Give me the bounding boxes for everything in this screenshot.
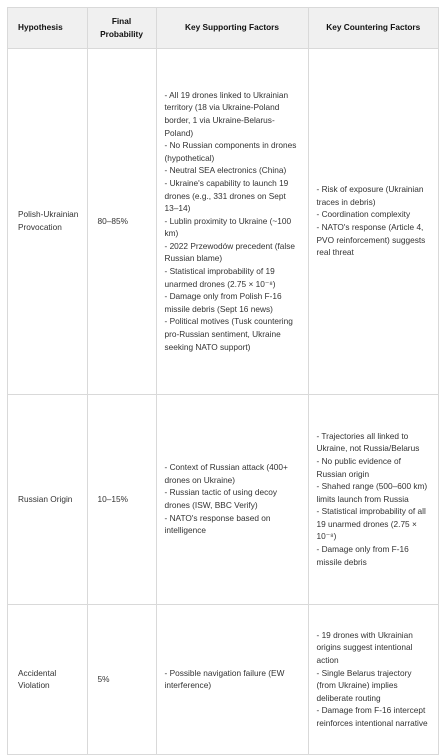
factor-item: - Risk of exposure (Ukrainian traces in debris) [316, 184, 424, 207]
factor-item: - No public evidence of Russian origin [316, 455, 401, 479]
factor-item: - Trajectories all linked to Ukraine, not Russia/Belarus [316, 430, 420, 454]
factor-item: - Possible navigation failure (EW interference) [164, 667, 285, 691]
factor-item: - Coordination complexity [316, 209, 411, 220]
probability-cell: 10–15% [87, 394, 156, 604]
hypothesis-cell: Polish-Ukrainian Provocation [8, 48, 87, 394]
factor-item: - Ukraine's capability to launch 19 drones (e.g., 331 drones on Sept 13–14) [164, 177, 289, 214]
factor-item: - No Russian components in drones (hypothetical) [164, 140, 297, 163]
table-header [8, 8, 438, 48]
factor-item: - Russian tactic of using decoy drones (ISW, BBC Verify) [164, 487, 278, 510]
countering-factors-cell [308, 394, 438, 604]
factor-item: - 19 drones with Ukrainian origins suggest intentional action [316, 629, 413, 666]
hypothesis-table-container [7, 7, 439, 755]
header-countering-factors: Key Countering Factors [308, 8, 438, 48]
hypothesis-cell: Russian Origin [8, 394, 87, 604]
header-hypothesis: Hypothesis [8, 8, 87, 48]
supporting-factors-cell [156, 48, 308, 394]
header-row [8, 8, 438, 48]
factor-item: - Shahed range (500–600 km) limits launch from Russia [316, 481, 428, 504]
factor-item: - Political motives (Tusk countering pro-Russian sentiment, Ukraine seeking NATO support) [164, 316, 293, 352]
header-final-probability: Final Probability [87, 8, 156, 48]
header-supporting-factors: Key Supporting Factors [156, 8, 308, 48]
hypothesis-cell: Accidental Violation [8, 604, 87, 754]
factor-item: - Statistical improbability of all 19 unarmed drones (2.75 × 10⁻⁸) [316, 506, 426, 542]
factor-item: - Context of Russian attack (400+ drones on Ukraine) [164, 462, 288, 485]
factor-item: - NATO's response (Article 4, PVO reinforcement) suggests real threat [316, 222, 426, 258]
table-row [8, 394, 438, 604]
factor-item: - All 19 drones linked to Ukrainian territory (18 via Ukraine-Poland border, 1 via Ukraine-Belarus-Poland) [164, 89, 289, 138]
factor-item: - Damage from F-16 intercept reinforces intentional narrative [316, 705, 428, 729]
factor-item: - Statistical improbability of 19 unarmed drones (2.75 × 10⁻⁸) [164, 266, 276, 289]
table-body [8, 48, 438, 754]
factor-item: - Damage only from F-16 missile debris [316, 544, 409, 567]
countering-factors-cell [308, 48, 438, 394]
supporting-factors-cell [156, 394, 308, 604]
factor-item: - Single Belarus trajectory (from Ukraine) implies deliberate routing [316, 667, 412, 703]
factor-item: - NATO's response based on intelligence [164, 512, 271, 536]
factor-item: - 2022 Przewodów precedent (false Russian blame) [164, 240, 296, 264]
supporting-factors-cell [156, 604, 308, 754]
factor-item: - Lublin proximity to Ukraine (~100 km) [164, 215, 292, 239]
countering-factors-cell [308, 604, 438, 754]
factor-item: - Damage only from Polish F-16 missile debris (Sept 16 news) [164, 291, 282, 314]
table-row [8, 48, 438, 394]
hypothesis-table [8, 8, 438, 754]
table-row [8, 604, 438, 754]
probability-cell: 5% [87, 604, 156, 754]
factor-item: - Neutral SEA electronics (China) [164, 165, 287, 176]
probability-cell: 80–85% [87, 48, 156, 394]
